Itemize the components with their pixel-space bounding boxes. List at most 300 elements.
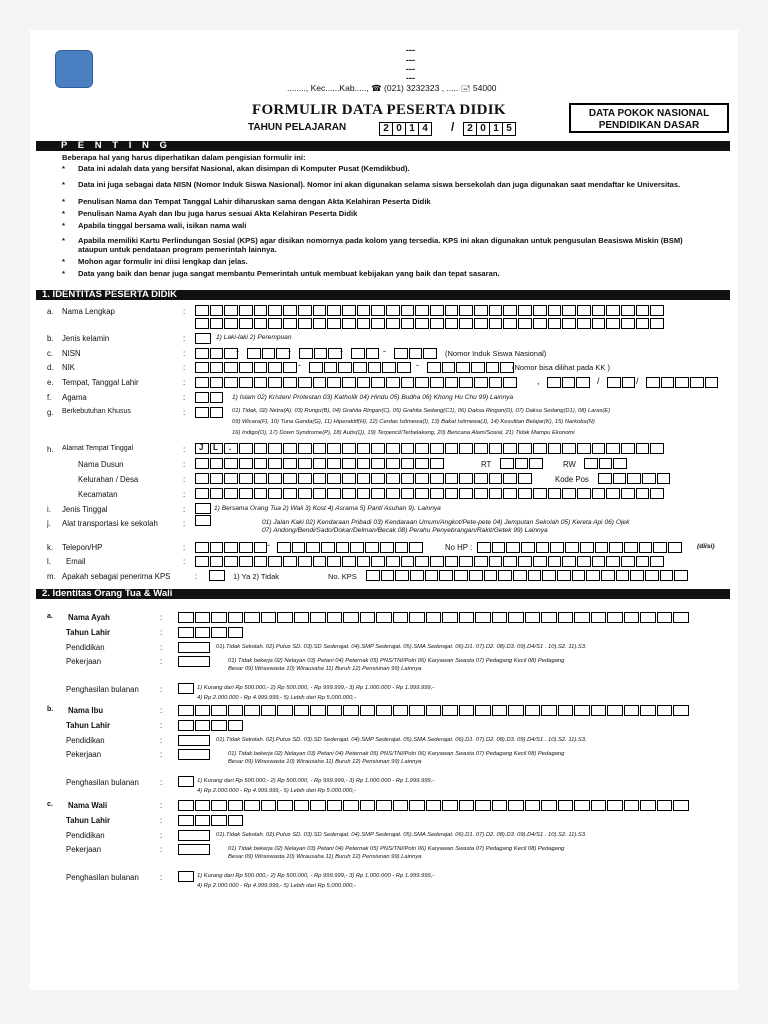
char-box[interactable]: [268, 377, 282, 388]
nama-lengkap-boxes-2[interactable]: [195, 318, 665, 329]
char-box[interactable]: [592, 556, 606, 567]
char-box[interactable]: [382, 362, 396, 373]
char-box[interactable]: [294, 705, 310, 716]
char-box[interactable]: [489, 443, 503, 454]
char-box[interactable]: [636, 488, 650, 499]
char-box[interactable]: [525, 612, 541, 623]
char-box[interactable]: [674, 570, 688, 581]
char-box[interactable]: [386, 318, 400, 329]
char-box[interactable]: [268, 318, 282, 329]
char-box[interactable]: [239, 542, 253, 553]
kps-no-boxes[interactable]: [366, 570, 689, 581]
char-box[interactable]: [542, 570, 556, 581]
char-box[interactable]: [261, 705, 277, 716]
char-box[interactable]: [474, 377, 488, 388]
char-box[interactable]: [294, 800, 310, 811]
char-box[interactable]: [427, 362, 441, 373]
char-box[interactable]: [386, 377, 400, 388]
char-box[interactable]: [239, 443, 253, 454]
char-box[interactable]: [210, 488, 224, 499]
char-box[interactable]: [525, 800, 541, 811]
char-box[interactable]: [475, 800, 491, 811]
parent-name-boxes[interactable]: [178, 705, 690, 716]
char-box[interactable]: [492, 800, 508, 811]
char-box[interactable]: [313, 458, 327, 469]
char-box[interactable]: [342, 458, 356, 469]
kelurahan-boxes[interactable]: [195, 473, 533, 484]
char-box[interactable]: [254, 377, 268, 388]
char-box[interactable]: [518, 488, 532, 499]
char-box[interactable]: [342, 488, 356, 499]
char-box[interactable]: [228, 705, 244, 716]
char-box[interactable]: [224, 556, 238, 567]
char-box[interactable]: [376, 800, 392, 811]
char-box[interactable]: [598, 473, 612, 484]
char-box[interactable]: [357, 473, 371, 484]
char-box[interactable]: [548, 318, 562, 329]
char-box[interactable]: [503, 305, 517, 316]
char-box[interactable]: [228, 800, 244, 811]
char-box[interactable]: [401, 443, 415, 454]
char-box[interactable]: [474, 318, 488, 329]
char-box[interactable]: [423, 348, 437, 359]
char-box[interactable]: [211, 612, 227, 623]
char-box[interactable]: [492, 542, 506, 553]
char-box[interactable]: [239, 362, 253, 373]
char-box[interactable]: [548, 305, 562, 316]
char-box[interactable]: [592, 318, 606, 329]
char-box[interactable]: [409, 612, 425, 623]
char-box[interactable]: [630, 570, 644, 581]
bulan-boxes[interactable]: [607, 377, 636, 388]
char-box[interactable]: [228, 815, 244, 826]
char-box[interactable]: [380, 542, 394, 553]
char-box[interactable]: [484, 570, 498, 581]
char-box[interactable]: [239, 458, 253, 469]
char-box[interactable]: [442, 362, 456, 373]
char-box[interactable]: [562, 488, 576, 499]
char-box[interactable]: [224, 458, 238, 469]
char-box[interactable]: [503, 377, 517, 388]
char-box[interactable]: [489, 318, 503, 329]
char-box[interactable]: [283, 318, 297, 329]
char-box[interactable]: [327, 473, 341, 484]
char-box[interactable]: [541, 800, 557, 811]
char-box[interactable]: [503, 473, 517, 484]
char-box[interactable]: [224, 318, 238, 329]
char-box[interactable]: [415, 318, 429, 329]
char-box[interactable]: [518, 443, 532, 454]
char-box[interactable]: [558, 705, 574, 716]
char-box[interactable]: [298, 488, 312, 499]
char-box[interactable]: [401, 318, 415, 329]
char-box[interactable]: [660, 570, 674, 581]
char-box[interactable]: [357, 305, 371, 316]
char-box[interactable]: [210, 377, 224, 388]
char-box[interactable]: [313, 377, 327, 388]
char-box[interactable]: [277, 542, 291, 553]
char-box[interactable]: [283, 488, 297, 499]
char-box[interactable]: [508, 612, 524, 623]
char-box[interactable]: [210, 458, 224, 469]
char-box[interactable]: [621, 305, 635, 316]
char-box[interactable]: [327, 556, 341, 567]
char-box[interactable]: [459, 473, 473, 484]
char-box[interactable]: [397, 362, 411, 373]
char-box[interactable]: [401, 473, 415, 484]
char-box[interactable]: [336, 542, 350, 553]
char-box[interactable]: [178, 612, 194, 623]
char-box[interactable]: [366, 348, 380, 359]
char-box[interactable]: [503, 556, 517, 567]
char-box[interactable]: [210, 556, 224, 567]
char-box[interactable]: [239, 556, 253, 567]
char-box[interactable]: [636, 443, 650, 454]
char-box[interactable]: [224, 542, 238, 553]
char-box[interactable]: [577, 443, 591, 454]
char-box[interactable]: [239, 488, 253, 499]
char-box[interactable]: [178, 800, 194, 811]
char-box[interactable]: [210, 473, 224, 484]
char-box[interactable]: [342, 473, 356, 484]
char-box[interactable]: [327, 305, 341, 316]
char-box[interactable]: [640, 800, 656, 811]
char-box[interactable]: [430, 377, 444, 388]
char-box[interactable]: [261, 800, 277, 811]
transportasi-input[interactable]: [195, 515, 211, 526]
nik-boxes-3[interactable]: [427, 362, 515, 373]
char-box[interactable]: [574, 612, 590, 623]
char-box[interactable]: [254, 318, 268, 329]
char-box[interactable]: [283, 305, 297, 316]
char-box[interactable]: [624, 705, 640, 716]
char-box[interactable]: [195, 542, 209, 553]
tahun-boxes[interactable]: [646, 377, 719, 388]
char-box[interactable]: [244, 705, 260, 716]
char-box[interactable]: [224, 488, 238, 499]
char-box[interactable]: [268, 488, 282, 499]
char-box[interactable]: [415, 488, 429, 499]
char-box[interactable]: [508, 705, 524, 716]
char-box[interactable]: [298, 473, 312, 484]
char-box[interactable]: [277, 800, 293, 811]
char-box[interactable]: [254, 556, 268, 567]
char-box[interactable]: [195, 720, 211, 731]
char-box[interactable]: [591, 612, 607, 623]
char-box[interactable]: [321, 542, 335, 553]
char-box[interactable]: [386, 556, 400, 567]
jenis-kelamin-input[interactable]: [195, 333, 211, 344]
char-box[interactable]: [576, 377, 590, 388]
char-box[interactable]: [650, 488, 664, 499]
char-box[interactable]: [580, 542, 594, 553]
char-box[interactable]: [426, 612, 442, 623]
char-box[interactable]: [350, 542, 364, 553]
char-box[interactable]: [394, 348, 408, 359]
char-box[interactable]: [409, 705, 425, 716]
char-box[interactable]: [609, 542, 623, 553]
char-box[interactable]: [503, 488, 517, 499]
char-box[interactable]: [673, 705, 689, 716]
char-box[interactable]: [254, 542, 268, 553]
char-box[interactable]: [195, 392, 209, 403]
char-box[interactable]: [211, 705, 227, 716]
char-box[interactable]: [371, 488, 385, 499]
char-box[interactable]: [474, 473, 488, 484]
char-box[interactable]: [357, 556, 371, 567]
char-box[interactable]: [313, 473, 327, 484]
nisn-boxes-2[interactable]: [247, 348, 291, 359]
char-box[interactable]: [445, 377, 459, 388]
char-box[interactable]: [562, 377, 576, 388]
char-box[interactable]: [386, 458, 400, 469]
char-box[interactable]: [277, 705, 293, 716]
char-box[interactable]: [636, 305, 650, 316]
char-box[interactable]: [572, 570, 586, 581]
char-box[interactable]: [313, 305, 327, 316]
char-box[interactable]: [210, 392, 224, 403]
char-box[interactable]: [268, 473, 282, 484]
char-box[interactable]: [299, 348, 313, 359]
char-box[interactable]: [577, 305, 591, 316]
char-box[interactable]: [401, 488, 415, 499]
char-box[interactable]: [386, 305, 400, 316]
char-box[interactable]: [401, 305, 415, 316]
char-box[interactable]: [624, 800, 640, 811]
char-box[interactable]: [195, 815, 211, 826]
char-box[interactable]: [415, 458, 429, 469]
char-box[interactable]: [415, 556, 429, 567]
char-box[interactable]: [239, 473, 253, 484]
char-box[interactable]: [705, 377, 719, 388]
nisn-boxes-1[interactable]: [195, 348, 239, 359]
char-box[interactable]: [357, 443, 371, 454]
char-box[interactable]: [459, 800, 475, 811]
char-box[interactable]: [430, 488, 444, 499]
char-box[interactable]: [244, 800, 260, 811]
char-box[interactable]: [445, 305, 459, 316]
char-box[interactable]: [210, 362, 224, 373]
char-box[interactable]: [327, 800, 343, 811]
char-box[interactable]: [558, 800, 574, 811]
char-box[interactable]: [477, 542, 491, 553]
char-box[interactable]: [178, 627, 194, 638]
char-box[interactable]: [661, 377, 675, 388]
char-box[interactable]: [636, 556, 650, 567]
char-box[interactable]: [415, 305, 429, 316]
char-box[interactable]: [445, 488, 459, 499]
char-box[interactable]: [557, 570, 571, 581]
parent-name-boxes[interactable]: [178, 612, 690, 623]
char-box[interactable]: [211, 800, 227, 811]
char-box[interactable]: [498, 570, 512, 581]
char-box[interactable]: [244, 612, 260, 623]
char-box[interactable]: [506, 542, 520, 553]
char-box[interactable]: [327, 318, 341, 329]
char-box[interactable]: [577, 488, 591, 499]
char-box[interactable]: [195, 348, 209, 359]
char-box[interactable]: [314, 348, 328, 359]
char-box[interactable]: [591, 800, 607, 811]
char-box[interactable]: [489, 488, 503, 499]
char-box[interactable]: [327, 458, 341, 469]
char-box[interactable]: [195, 362, 209, 373]
char-box[interactable]: [224, 362, 238, 373]
char-box[interactable]: [327, 612, 343, 623]
char-box[interactable]: [616, 570, 630, 581]
char-box[interactable]: [268, 458, 282, 469]
char-box[interactable]: [558, 612, 574, 623]
char-box[interactable]: [657, 612, 673, 623]
char-box[interactable]: [525, 705, 541, 716]
char-box[interactable]: [195, 318, 209, 329]
char-box[interactable]: [210, 542, 224, 553]
char-box[interactable]: [342, 556, 356, 567]
char-box[interactable]: [401, 458, 415, 469]
nisn-boxes-3[interactable]: [299, 348, 343, 359]
char-box[interactable]: [646, 377, 660, 388]
char-box[interactable]: [513, 570, 527, 581]
char-box[interactable]: [211, 627, 227, 638]
char-box[interactable]: [310, 612, 326, 623]
char-box[interactable]: [639, 542, 653, 553]
char-box[interactable]: [592, 443, 606, 454]
rw-boxes[interactable]: [584, 458, 628, 469]
char-box[interactable]: [489, 377, 503, 388]
char-box[interactable]: [313, 443, 327, 454]
char-box[interactable]: [492, 612, 508, 623]
pekerjaan-input[interactable]: [178, 656, 210, 667]
nik-boxes-2[interactable]: [309, 362, 412, 373]
char-box[interactable]: [675, 377, 689, 388]
tempat-lahir-boxes[interactable]: [195, 377, 518, 388]
char-box[interactable]: [178, 705, 194, 716]
char-box[interactable]: [254, 458, 268, 469]
char-box[interactable]: [621, 443, 635, 454]
char-box[interactable]: [210, 407, 224, 418]
char-box[interactable]: [386, 473, 400, 484]
char-box[interactable]: [459, 488, 473, 499]
char-box[interactable]: [591, 705, 607, 716]
char-box[interactable]: [353, 362, 367, 373]
char-box[interactable]: [277, 612, 293, 623]
char-box[interactable]: [533, 556, 547, 567]
nama-lengkap-boxes[interactable]: [195, 305, 665, 316]
char-box[interactable]: [254, 305, 268, 316]
char-box[interactable]: [622, 377, 636, 388]
char-box[interactable]: [430, 556, 444, 567]
char-box[interactable]: [562, 305, 576, 316]
char-box[interactable]: [261, 612, 277, 623]
char-box[interactable]: [381, 570, 395, 581]
char-box[interactable]: [313, 318, 327, 329]
char-box[interactable]: [577, 556, 591, 567]
char-box[interactable]: [533, 318, 547, 329]
char-box[interactable]: [268, 362, 282, 373]
char-box[interactable]: [456, 362, 470, 373]
rt-boxes[interactable]: [500, 458, 544, 469]
char-box[interactable]: [586, 570, 600, 581]
char-box[interactable]: [547, 377, 561, 388]
telepon-boxes-2[interactable]: [277, 542, 424, 553]
char-box[interactable]: [650, 318, 664, 329]
char-box[interactable]: [268, 305, 282, 316]
char-box[interactable]: [657, 473, 671, 484]
char-box[interactable]: [574, 705, 590, 716]
char-box[interactable]: [599, 458, 613, 469]
char-box[interactable]: [430, 458, 444, 469]
char-box[interactable]: [606, 318, 620, 329]
char-box[interactable]: [548, 488, 562, 499]
char-box[interactable]: [268, 443, 282, 454]
char-box[interactable]: [195, 627, 211, 638]
char-box[interactable]: [503, 318, 517, 329]
pekerjaan-input[interactable]: [178, 749, 210, 760]
char-box[interactable]: [409, 348, 423, 359]
char-box[interactable]: [430, 443, 444, 454]
char-box[interactable]: [254, 443, 268, 454]
char-box[interactable]: [298, 556, 312, 567]
email-boxes[interactable]: [195, 556, 665, 567]
char-box[interactable]: [640, 612, 656, 623]
char-box[interactable]: [650, 305, 664, 316]
char-box[interactable]: [657, 800, 673, 811]
char-box[interactable]: [228, 612, 244, 623]
dusun-boxes[interactable]: [195, 458, 445, 469]
char-box[interactable]: [327, 377, 341, 388]
char-box[interactable]: [607, 377, 621, 388]
nisn-boxes-4[interactable]: [351, 348, 380, 359]
char-box[interactable]: [239, 377, 253, 388]
tahun-lahir-boxes[interactable]: [178, 720, 244, 731]
char-box[interactable]: [439, 570, 453, 581]
char-box[interactable]: [178, 720, 194, 731]
nisn-boxes-5[interactable]: [394, 348, 438, 359]
char-box[interactable]: [401, 556, 415, 567]
char-box[interactable]: [536, 542, 550, 553]
char-box[interactable]: [627, 473, 641, 484]
char-box[interactable]: [228, 627, 244, 638]
char-box[interactable]: [621, 556, 635, 567]
char-box[interactable]: [577, 318, 591, 329]
kps-input[interactable]: [209, 570, 225, 581]
char-box[interactable]: [469, 570, 483, 581]
char-box[interactable]: [562, 443, 576, 454]
char-box[interactable]: [409, 542, 423, 553]
tahun-lahir-boxes[interactable]: [178, 627, 244, 638]
char-box[interactable]: [606, 305, 620, 316]
char-box[interactable]: [211, 720, 227, 731]
alamat-boxes[interactable]: [195, 443, 665, 454]
char-box[interactable]: [401, 377, 415, 388]
pendidikan-input[interactable]: [178, 735, 210, 746]
char-box[interactable]: [584, 458, 598, 469]
char-box[interactable]: [521, 542, 535, 553]
char-box[interactable]: [606, 443, 620, 454]
char-box[interactable]: [548, 443, 562, 454]
char-box[interactable]: [343, 705, 359, 716]
char-box[interactable]: [195, 612, 211, 623]
char-box[interactable]: [366, 570, 380, 581]
char-box[interactable]: [518, 556, 532, 567]
char-box[interactable]: [393, 612, 409, 623]
char-box[interactable]: [327, 705, 343, 716]
char-box[interactable]: [442, 612, 458, 623]
char-box[interactable]: [459, 556, 473, 567]
char-box[interactable]: [371, 318, 385, 329]
char-box[interactable]: [533, 443, 547, 454]
pendidikan-input[interactable]: [178, 642, 210, 653]
